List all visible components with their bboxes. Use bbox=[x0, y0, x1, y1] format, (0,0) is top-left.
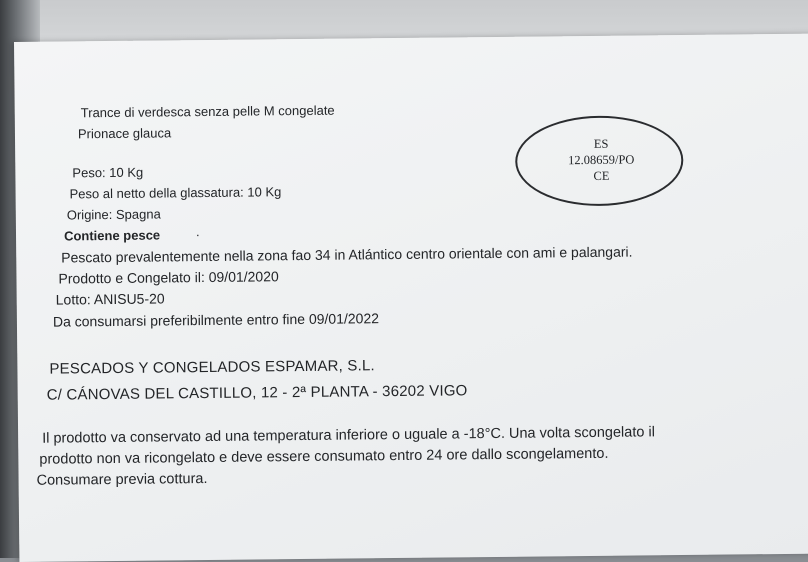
production-date: Prodotto e Congelato il: 09/01/2020 bbox=[58, 268, 279, 287]
product-label-sheet bbox=[14, 34, 808, 562]
product-name: Trance di verdesca senza pelle M congelate bbox=[80, 102, 335, 121]
health-mark-ce: CE bbox=[593, 168, 610, 183]
origin: Origine: Spagna bbox=[66, 206, 161, 223]
storage-instructions-line3: Consumare previa cottura. bbox=[36, 470, 208, 489]
stray-mark: . bbox=[195, 224, 200, 240]
net-weight: Peso al netto della glassatura: 10 Kg bbox=[69, 184, 282, 202]
allergen-notice: Contiene pesce bbox=[63, 227, 161, 244]
company-address: C/ CÁNOVAS DEL CASTILLO, 12 - 2ª PLANTA - 36202 VIGO bbox=[46, 382, 468, 404]
storage-instructions-line2: prodotto non va ricongelato e deve essere consumato entro 24 ore dallo scongelamento. bbox=[39, 445, 609, 468]
health-mark-country: ES bbox=[593, 136, 609, 151]
fishing-area: Pescato prevalentemente nella zona fao 34 in Atlántico centro orientale con ami e palangari. bbox=[61, 243, 633, 266]
health-mark-oval bbox=[515, 115, 684, 207]
weight: Peso: 10 Kg bbox=[72, 164, 144, 181]
storage-instructions-line1: Il prodotto va conservato ad una temperatura inferiore o uguale a -18°C. Una volta scongelato il bbox=[42, 424, 655, 447]
health-mark-number: 12.08659/PO bbox=[568, 152, 635, 168]
lot-number: Lotto: ANISU5-20 bbox=[55, 290, 165, 308]
best-before-date: Da consumarsi preferibilmente entro fine 09/01/2022 bbox=[52, 310, 380, 330]
company-name: PESCADOS Y CONGELADOS ESPAMAR, S.L. bbox=[49, 357, 375, 378]
species-name: Prionace glauca bbox=[77, 125, 172, 142]
